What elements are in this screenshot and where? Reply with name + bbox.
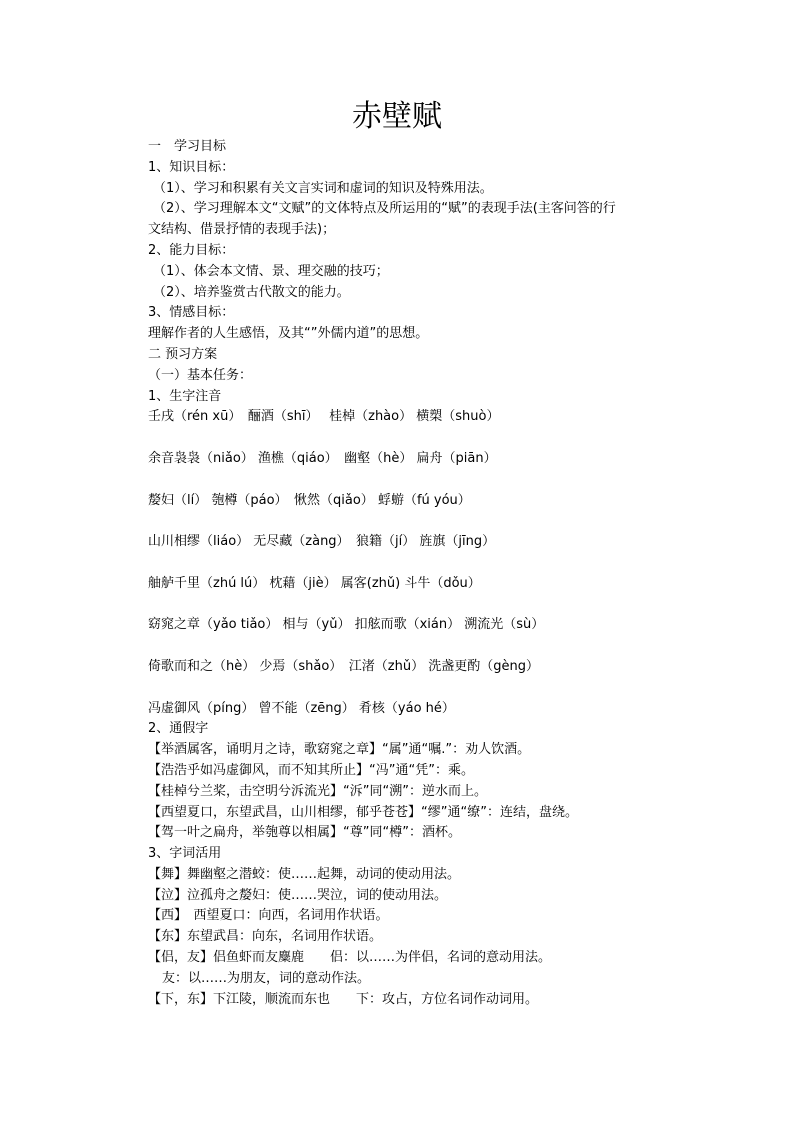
usage-line: 【舞】舞幽壑之潜蛟：使……起舞，动词的使动用法。 bbox=[148, 866, 461, 882]
pronunciation-line: 倚歌而和之（hè） 少焉（shǎo） 江渚（zhǔ） 洗盏更酌（gèng） bbox=[148, 658, 539, 674]
text-line-continued-text: 文结构、借景抒情的表现手法)； bbox=[148, 222, 336, 238]
pronunciation-line: 壬戌（rén xū） 酾酒（shī） 桂棹（zhào） 横槊（shuò） bbox=[148, 409, 500, 425]
tongjia-line: 【浩浩乎如冯虚御风，而不知其所止】“冯”通“凭”：乘。 bbox=[148, 762, 474, 778]
section-heading: 二 预习方案 bbox=[148, 346, 218, 362]
text-line: （1）、体会本文情、景、理交融的技巧； bbox=[153, 263, 389, 279]
text-line: 理解作者的人生感悟，及其“”外儒内道”的思想。 bbox=[148, 326, 429, 342]
subheading: 2、通假字 bbox=[148, 721, 209, 737]
tongjia-line: 【西望夏口，东望武昌，山川相缪，郁乎苍苍】“缪”通“缭”：连结，盘绕。 bbox=[148, 804, 578, 820]
pronunciation-line: 舳舻千里（zhú lú） 枕藉（jiè） 属客(zhǔ) 斗牛（dǒu） bbox=[148, 575, 481, 591]
usage-line: 【西】 西望夏口：向西，名词用作状语。 bbox=[148, 908, 389, 924]
subheading: （一）基本任务： bbox=[148, 367, 253, 383]
tongjia-line: 【举酒属客，诵明月之诗，歌窈窕之章】“属”通“嘱.”：劝人饮酒。 bbox=[148, 742, 531, 758]
pronunciation-line: 窈窕之章（yǎo tiǎo） 相与（yǔ） 扣舷而歌（xián） 溯流光（sù） bbox=[148, 617, 545, 633]
usage-line: 【下，东】下江陵，顺流而东也 下：攻占，方位名词作动词用。 bbox=[148, 991, 539, 1007]
pronunciation-line: 山川相缪（liáo） 无尽藏（zàng） 狼籍（jí） 旌旗（jīng） bbox=[148, 534, 496, 550]
document-body bbox=[148, 137, 688, 1010]
subheading: 3、字词活用 bbox=[148, 846, 222, 862]
subheading: 3、情感目标： bbox=[148, 305, 235, 321]
subheading: 1、生字注音 bbox=[148, 388, 222, 404]
text-line: （1）、学习和积累有关文言实词和虚词的知识及特殊用法。 bbox=[153, 180, 493, 196]
text-line: （2）、培养鉴赏古代散文的能力。 bbox=[153, 284, 350, 300]
usage-line: 【侣，友】侣鱼虾而友麋鹿 侣：以……为伴侣，名词的意动用法。 bbox=[148, 950, 552, 966]
usage-line: 【泣】泣孤舟之嫠妇：使……哭泣，词的使动用法。 bbox=[148, 887, 448, 903]
subheading: 1、知识目标： bbox=[148, 159, 235, 175]
tongjia-line: 【桂棹兮兰桨，击空明兮泝流光】“泝”同“溯”：逆水而上。 bbox=[148, 783, 487, 799]
document-title: 赤壁赋 bbox=[352, 99, 442, 134]
usage-line: 【东】东望武昌：向东，名词用作状语。 bbox=[148, 929, 383, 945]
subheading: 2、能力目标： bbox=[148, 242, 235, 258]
pronunciation-line: 余音袅袅（niǎo） 渔樵（qiáo） 幽壑（hè） 扁舟（piān） bbox=[148, 450, 497, 466]
tongjia-line: 【驾一叶之扁舟，举匏尊以相属】“尊”同“樽”：酒杯。 bbox=[148, 825, 461, 841]
text-line: （2）、学习理解本文“文赋”的文体特点及所运用的“赋”的表现手法(主客问答的行 bbox=[153, 201, 616, 217]
section-heading: 一 学习目标 bbox=[148, 139, 227, 154]
text-line-continued bbox=[120, 220, 688, 241]
pronunciation-line: 嫠妇（lí） 匏樽（páo） 愀然（qiǎo） 蜉蝣（fú yóu） bbox=[148, 492, 471, 508]
usage-line: 友：以……为朋友，词的意动作法。 bbox=[162, 970, 371, 986]
pronunciation-line: 冯虚御风（píng） 曾不能（zēng） 肴核（yáo hé） bbox=[148, 700, 455, 716]
